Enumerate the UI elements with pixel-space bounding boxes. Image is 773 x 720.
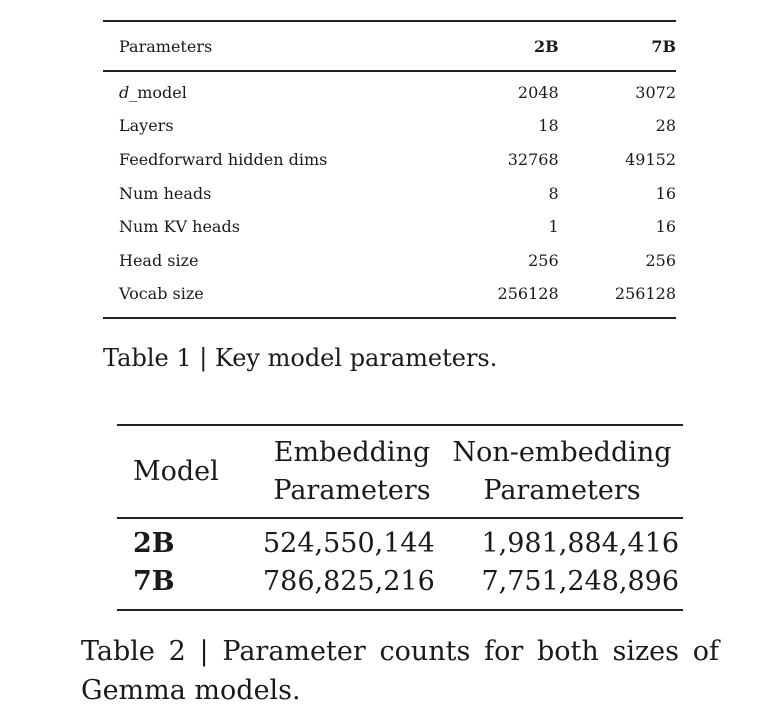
table-1-bottom-rule (103, 317, 676, 319)
table-row (103, 210, 676, 244)
table-row (103, 176, 676, 210)
header-line: Parameters (483, 474, 641, 506)
row-value-7b: 3072 (635, 82, 676, 102)
table-2-header-non-embedding (441, 434, 683, 510)
table-2-bottom-rule (117, 609, 683, 611)
row-label: Feedforward hidden dims (119, 149, 328, 169)
row-value-2b: 32768 (507, 149, 559, 169)
row-value-2b: 256 (528, 250, 559, 270)
row-value-2b: 18 (538, 116, 559, 136)
table-1-header (103, 22, 676, 70)
table-row (103, 76, 676, 110)
row-value-7b: 256 (645, 250, 676, 270)
table-2-header-embedding (263, 434, 441, 510)
table-1-header-2b: 2B (533, 36, 559, 56)
row-embedding-params: 524,550,144 (263, 527, 435, 559)
table-1 (103, 20, 676, 319)
table-row (117, 563, 683, 601)
header-line: Embedding (273, 436, 431, 468)
table-1-caption: Table 1 | Key model parameters. (103, 344, 498, 372)
row-label: Num KV heads (119, 217, 240, 237)
row-value-7b: 16 (655, 183, 676, 203)
row-value-2b: 8 (548, 183, 559, 203)
row-value-2b: 2048 (517, 82, 559, 102)
row-label: Vocab size (119, 284, 204, 304)
row-model: 7B (133, 566, 175, 597)
table-row (103, 109, 676, 143)
row-model: 2B (133, 528, 175, 559)
header-line: Parameters (273, 474, 431, 506)
row-embedding-params: 786,825,216 (263, 565, 435, 597)
row-label (103, 83, 467, 102)
row-label-text: _model (129, 82, 187, 102)
table-2-header (117, 426, 683, 517)
row-label: Head size (119, 250, 199, 270)
table-1-header-parameters: Parameters (119, 36, 213, 56)
table-2-header-model: Model (133, 456, 219, 487)
row-value-7b: 49152 (625, 149, 676, 169)
table-row (117, 525, 683, 563)
row-value-7b: 256128 (614, 284, 676, 304)
table-row (103, 143, 676, 177)
table-1-body (103, 72, 676, 317)
table-1-header-7b: 7B (651, 36, 676, 56)
row-value-7b: 28 (655, 116, 676, 136)
row-value-2b: 1 (548, 217, 559, 237)
header-line: Non-embedding (452, 436, 672, 468)
row-non-embedding-params: 7,751,248,896 (481, 565, 679, 597)
row-label: Num heads (119, 183, 212, 203)
table-row (103, 243, 676, 277)
row-label-variable: d (119, 82, 130, 102)
row-label: Layers (119, 116, 174, 136)
row-value-7b: 16 (655, 217, 676, 237)
table-2-caption: Table 2 | Parameter counts for both sizes of Gemma models. (81, 636, 719, 706)
table-2-body (117, 519, 683, 609)
row-non-embedding-params: 1,981,884,416 (481, 527, 679, 559)
table-row (103, 277, 676, 311)
table-2 (117, 424, 683, 611)
row-value-2b: 256128 (497, 284, 559, 304)
